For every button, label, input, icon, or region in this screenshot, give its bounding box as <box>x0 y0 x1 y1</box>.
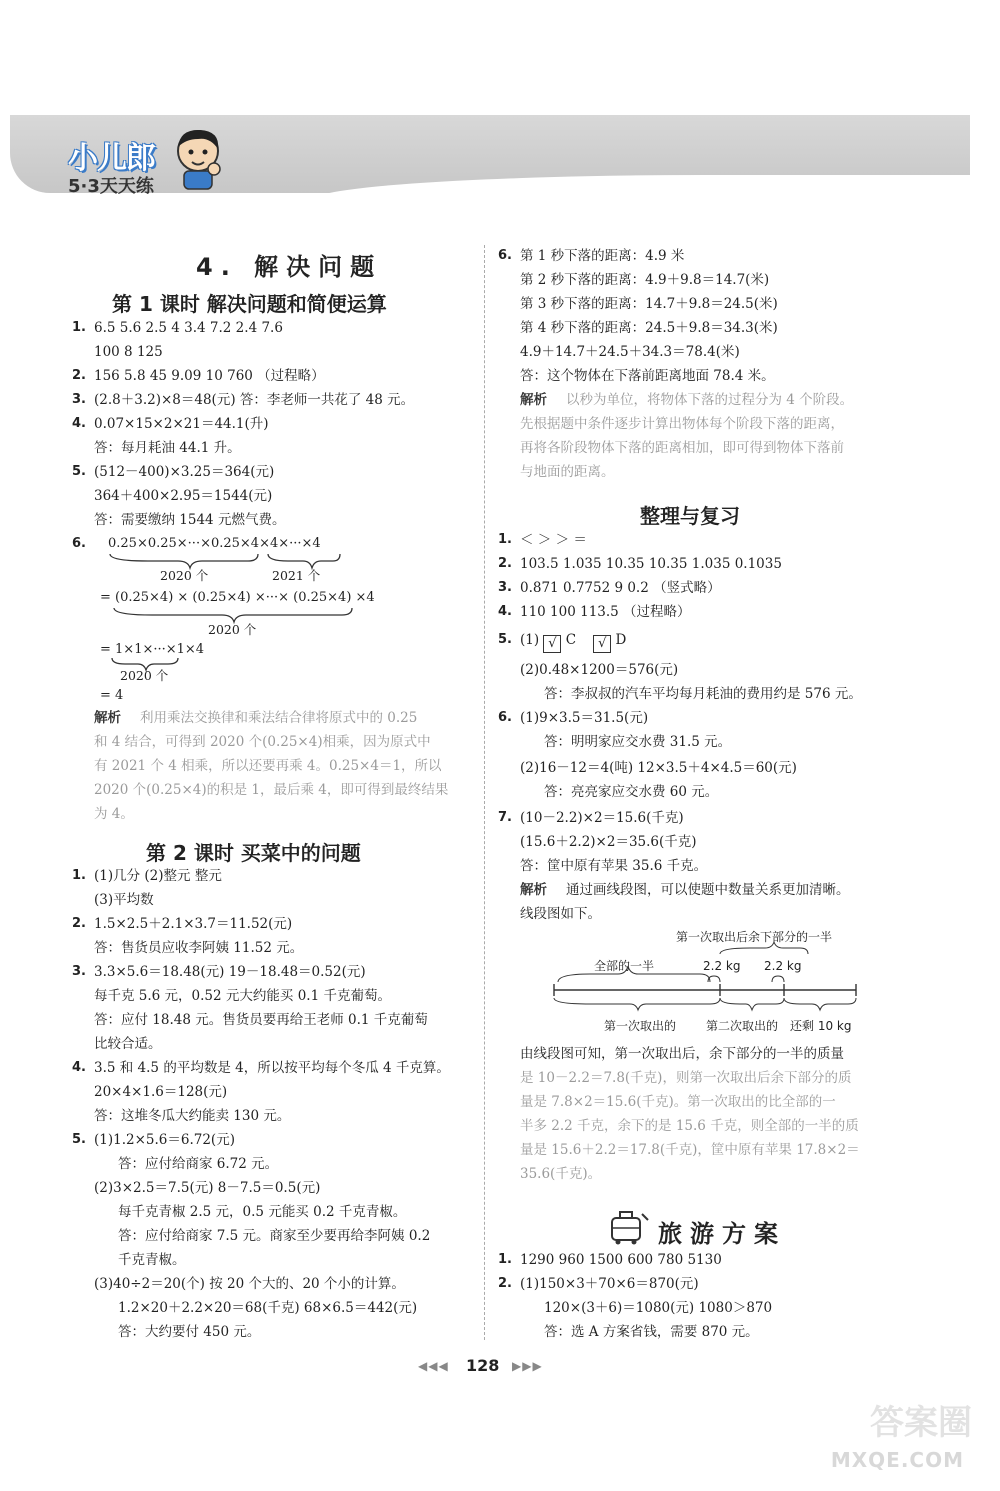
answer-line: (15.6＋2.2)×2＝35.6(千克) <box>520 834 697 850</box>
answer-line: 0.871 0.7752 9 0.2 （竖式略） <box>520 580 721 596</box>
series-label: 5·3天天练 <box>68 176 154 197</box>
lesson2-title: 第 2 课时 买菜中的问题 <box>146 841 361 865</box>
brace-label: 2020 个 <box>208 622 257 637</box>
watermark-site: MXQE.COM <box>830 1448 964 1472</box>
analysis-line: 量是 7.8×2＝15.6(千克)。第一次取出的比全部的一 <box>520 1094 836 1110</box>
diagram-label: 第二次取出的 <box>706 1019 779 1033</box>
travel-bag-icon <box>606 1206 650 1246</box>
q-num: 3. <box>72 964 86 979</box>
analysis-line: 利用乘法交换律和乘法结合律将原式中的 0.25 <box>140 710 418 726</box>
q6-expr1: 0.25×0.25×···×0.25×4×4×···×4 <box>108 536 321 551</box>
analysis-line: 是 10－2.2＝7.8(千克)，则第一次取出后余下部分的质 <box>520 1070 852 1086</box>
answer-line: 6.5 5.6 2.5 4 3.4 7.2 2.4 7.6 <box>94 320 283 336</box>
answer-line <box>520 628 626 653</box>
answer-line: 每千克 5.6 元，0.52 元大约能买 0.1 千克葡萄。 <box>94 988 391 1004</box>
answer-line: 第 3 秒下落的距离：14.7＋9.8＝24.5(米) <box>520 296 778 312</box>
answer-line: (10－2.2)×2＝15.6(千克) <box>520 810 684 826</box>
answer-line: 第 2 秒下落的距离：4.9＋9.8＝14.7(米) <box>520 272 770 288</box>
answer-line: 1290 960 1500 600 780 5130 <box>520 1252 722 1268</box>
q-num: 1. <box>498 1252 512 1267</box>
answer-line: 答：李叔叔的汽车平均每月耗油的费用约是 576 元。 <box>544 686 862 702</box>
unit-title: 4. 解决问题 <box>196 253 383 281</box>
q-num: 4. <box>72 416 86 431</box>
check-box: √ <box>543 635 561 653</box>
column-divider <box>484 245 485 1340</box>
answer-line: 答：需要缴纳 1544 元燃气费。 <box>94 512 286 528</box>
check-box: √ <box>593 635 611 653</box>
part-label: (1) <box>520 632 540 648</box>
answer-line: (2)0.48×1200＝576(元) <box>520 662 679 678</box>
answer-line: (512－400)×3.25＝364(元) <box>94 464 275 480</box>
answer-line: 答：这个物体在下落前距离地面 78.4 米。 <box>520 368 775 384</box>
answer-line: 答：大约要付 450 元。 <box>118 1324 261 1340</box>
answer-line: 答：应付给商家 7.5 元。商家至少要再给李阿姨 0.2 <box>118 1228 431 1244</box>
analysis-line: 35.6(千克)。 <box>520 1166 602 1182</box>
answer-line: 答：明明家应交水费 31.5 元。 <box>544 734 732 750</box>
q-num: 2. <box>498 1276 512 1291</box>
q-num: 2. <box>72 368 86 383</box>
q6-expr4: = 4 <box>100 688 124 703</box>
answer-line: (2)3×2.5＝7.5(元) 8－7.5＝0.5(元) <box>94 1180 321 1196</box>
q6-expr2: = (0.25×4) × (0.25×4) ×···× (0.25×4) ×4 <box>100 590 375 605</box>
answer-line: (1)150×3＋70×6＝870(元) <box>520 1276 699 1292</box>
q-num: 3. <box>72 392 86 407</box>
analysis-line: 量是 15.6＋2.2＝17.8(千克)，筐中原有苹果 17.8×2＝ <box>520 1142 860 1158</box>
answer-line: (2.8＋3.2)×8＝48(元) 答：李老师一共花了 48 元。 <box>94 392 415 408</box>
answer-line: 第 4 秒下落的距离：24.5＋9.8＝34.3(米) <box>520 320 778 336</box>
answer-line: (3)40÷2＝20(个) 按 20 个大的、20 个小的计算。 <box>94 1276 405 1292</box>
lesson1-title: 第 1 课时 解决问题和简便运算 <box>112 292 387 316</box>
answer-line: 答：应付给商家 6.72 元。 <box>118 1156 279 1172</box>
diagram-label: 第一次取出的 <box>604 1019 677 1033</box>
q-num: 6. <box>72 536 86 551</box>
diagram-label: 还剩 10 kg <box>790 1019 852 1033</box>
analysis-label: 解析 <box>94 710 121 726</box>
analysis-line: 先根据题中条件逐步计算出物体每个阶段下落的距离， <box>520 416 844 432</box>
q-num: 6. <box>498 248 512 263</box>
boy-mascot-icon <box>170 125 226 191</box>
q-num: 4. <box>498 604 512 619</box>
analysis-line: 再将各阶段物体下落的距离相加，即可得到物体下落前 <box>520 440 844 456</box>
q-num: 4. <box>72 1060 86 1075</box>
answer-line: ＜ ＞ ＞ ＝ <box>520 532 587 548</box>
choice-d: D <box>615 632 627 648</box>
analysis-line: 和 4 结合，可得到 2020 个(0.25×4)相乘，因为原式中 <box>94 734 431 750</box>
answer-line: 364＋400×2.95＝1544(元) <box>94 488 273 504</box>
answer-line: 156 5.8 45 9.09 10 760 （过程略） <box>94 368 325 384</box>
brand-logo: 小儿郎 <box>68 141 155 176</box>
answer-line: 答：选 A 方案省钱，需要 870 元。 <box>544 1324 759 1340</box>
q-num: 2. <box>72 916 86 931</box>
answer-line: (1)9×3.5＝31.5(元) <box>520 710 649 726</box>
answer-line: 1.2×20＋2.2×20＝68(千克) 68×6.5＝442(元) <box>118 1300 418 1316</box>
answer-line: 1.5×2.5＋2.1×3.7＝11.52(元) <box>94 916 293 932</box>
diagram-label: 2.2 kg <box>764 959 802 973</box>
q-num: 5. <box>72 464 86 479</box>
travel-title: 旅游方案 <box>658 1220 786 1248</box>
answer-line: 103.5 1.035 10.35 10.35 1.035 0.1035 <box>520 556 782 572</box>
answer-line: 答：亮亮家应交水费 60 元。 <box>544 784 719 800</box>
q-num: 2. <box>498 556 512 571</box>
answer-line: (1)1.2×5.6＝6.72(元) <box>94 1132 235 1148</box>
brace-label: 2021 个 <box>272 568 321 583</box>
q-num: 1. <box>72 320 86 335</box>
answer-line: (1)几分 (2)整元 整元 <box>94 868 222 884</box>
analysis-line: 由线段图可知，第一次取出后，余下部分的一半的质量 <box>520 1046 844 1062</box>
watermark-logo: 答案圈 <box>870 1403 972 1443</box>
answer-line: 答：每月耗油 44.1 升。 <box>94 440 241 456</box>
page-arrows-left: ◀◀◀ <box>418 1359 449 1373</box>
answer-line: 比较合适。 <box>94 1036 162 1052</box>
analysis-label: 解析 <box>520 882 547 898</box>
answer-line: 答：筐中原有苹果 35.6 千克。 <box>520 858 708 874</box>
analysis-line: 2020 个(0.25×4)的积是 1，最后乘 4，即可得到最终结果 <box>94 782 449 798</box>
q-num: 3. <box>498 580 512 595</box>
answer-line: 答：售货员应收李阿姨 11.52 元。 <box>94 940 304 956</box>
diagram-label: 第一次取出后余下部分的一半 <box>676 930 833 944</box>
review-title: 整理与复习 <box>640 504 740 528</box>
answer-line: 0.07×15×2×21＝44.1(升) <box>94 416 269 432</box>
diagram-label: 全部的一半 <box>594 959 655 973</box>
analysis-line: 有 2021 个 4 相乘，所以还要再乘 4。0.25×4＝1，所以 <box>94 758 442 774</box>
page-number: 128 <box>466 1356 500 1375</box>
answer-line: 千克青椒。 <box>118 1252 186 1268</box>
answer-line: 20×4×1.6＝128(元) <box>94 1084 228 1100</box>
answer-line: (2)16－12＝4(吨) 12×3.5＋4×4.5＝60(元) <box>520 760 797 776</box>
answer-line: (3)平均数 <box>94 892 154 908</box>
q-num: 1. <box>498 532 512 547</box>
brace-group-1 <box>108 552 358 572</box>
q-num: 1. <box>72 868 86 883</box>
answer-line: 每千克青椒 2.5 元，0.5 元能买 0.2 千克青椒。 <box>118 1204 407 1220</box>
analysis-line: 通过画线段图，可以使题中数量关系更加清晰。 <box>566 882 850 898</box>
answer-line: 100 8 125 <box>94 344 163 360</box>
analysis-line: 以秒为单位，将物体下落的过程分为 4 个阶段。 <box>566 392 854 408</box>
page-arrows-right: ▶▶▶ <box>512 1359 543 1373</box>
choice-c: C <box>565 632 577 648</box>
analysis-line: 与地面的距离。 <box>520 464 615 480</box>
q-num: 7. <box>498 810 512 825</box>
analysis-line: 线段图如下。 <box>520 906 601 922</box>
analysis-line: 为 4。 <box>94 806 134 822</box>
diagram-label: 2.2 kg <box>703 959 741 973</box>
answer-line: 3.5 和 4.5 的平均数是 4，所以按平均每个冬瓜 4 千克算。 <box>94 1060 450 1076</box>
answer-line: 答：这堆冬瓜大约能卖 130 元。 <box>94 1108 291 1124</box>
q-num: 5. <box>72 1132 86 1147</box>
q-num: 5. <box>498 632 512 647</box>
answer-line: 第 1 秒下落的距离：4.9 米 <box>520 248 685 264</box>
q6-expr3: = 1×1×···×1×4 <box>100 642 205 657</box>
brace-label: 2020 个 <box>160 568 209 583</box>
q-num: 6. <box>498 710 512 725</box>
segment-lines <box>550 940 870 1020</box>
answer-line: 120×(3＋6)＝1080(元) 1080＞870 <box>544 1300 773 1316</box>
answer-line: 3.3×5.6＝18.48(元) 19－18.48＝0.52(元) <box>94 964 366 980</box>
answer-line: 110 100 113.5 （过程略） <box>520 604 691 620</box>
answer-line: 4.9＋14.7＋24.5＋34.3＝78.4(米) <box>520 344 740 360</box>
answer-line: 答：应付 18.48 元。售货员要再给王老师 0.1 千克葡萄 <box>94 1012 428 1028</box>
analysis-label: 解析 <box>520 392 547 408</box>
analysis-line: 半多 2.2 千克，余下的是 15.6 千克，则全部的一半的质 <box>520 1118 859 1134</box>
brace-label: 2020 个 <box>120 668 169 683</box>
